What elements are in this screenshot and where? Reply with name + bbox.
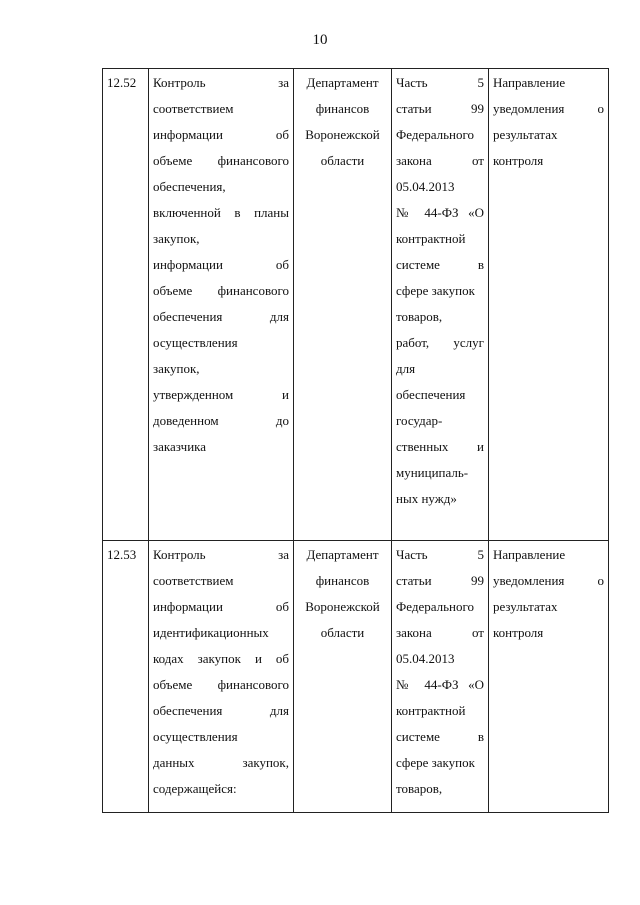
department-cell: [294, 541, 392, 813]
cell-line: обеспечения для: [153, 309, 289, 324]
cell-line: области: [320, 153, 365, 168]
legal-basis-cell: [392, 541, 489, 813]
cell-line: для: [396, 361, 416, 376]
cell-line: статьи 99: [396, 573, 484, 588]
cell-line: статьи 99: [396, 101, 484, 116]
cell-line: соответствием: [153, 573, 234, 588]
cell-line: соответствием: [153, 101, 234, 116]
cell-line: системе в: [396, 729, 484, 744]
cell-line: кодах закупок и об: [153, 651, 289, 666]
cell-line: объеме финансового: [153, 283, 289, 298]
page-number: 10: [312, 32, 328, 48]
control-result-cell: [489, 541, 609, 813]
cell-line: закона от: [396, 625, 484, 640]
cell-line: Департамент: [306, 75, 379, 90]
cell-line: сфере закупок: [396, 283, 475, 298]
control-object-cell: [149, 69, 294, 541]
cell-line: государ-: [396, 413, 443, 428]
cell-line: осуществления: [153, 335, 238, 350]
cell-line: № 44-ФЗ «О: [396, 205, 484, 220]
cell-line: результатах: [493, 127, 558, 142]
cell-line: идентификационных: [153, 625, 269, 640]
cell-line: объеме финансового: [153, 153, 289, 168]
cell-line: закона от: [396, 153, 484, 168]
item-number: 12.53: [103, 541, 149, 813]
table-row: [103, 69, 609, 541]
control-measures-table: [102, 68, 609, 813]
cell-line: Часть 5: [396, 75, 484, 90]
cell-line: уведомления о: [493, 573, 604, 588]
cell-line: информации об: [153, 127, 289, 142]
cell-line: Часть 5: [396, 547, 484, 562]
cell-line: Воронежской: [305, 127, 380, 142]
cell-line: финансов: [315, 573, 370, 588]
department-cell: [294, 69, 392, 541]
cell-line: 05.04.2013: [396, 651, 455, 666]
item-number: 12.52: [103, 69, 149, 541]
cell-line: утвержденном и: [153, 387, 289, 402]
cell-line: заказчика: [153, 439, 207, 454]
cell-line: Федерального: [396, 599, 475, 614]
cell-line: финансов: [315, 101, 370, 116]
cell-line: осуществления: [153, 729, 238, 744]
cell-line: контрактной: [396, 703, 466, 718]
cell-line: уведомления о: [493, 101, 604, 116]
cell-line: товаров,: [396, 781, 443, 796]
cell-line: объеме финансового: [153, 677, 289, 692]
cell-line: Контроль за: [153, 547, 289, 562]
cell-line: Воронежской: [305, 599, 380, 614]
cell-line: Федерального: [396, 127, 475, 142]
cell-line: Направление: [493, 547, 566, 562]
cell-line: закупок,: [153, 231, 200, 246]
legal-basis-cell: [392, 69, 489, 541]
cell-line: обеспечения для: [153, 703, 289, 718]
cell-line: сфере закупок: [396, 755, 475, 770]
cell-line: доведенном до: [153, 413, 289, 428]
cell-line: информации об: [153, 257, 289, 272]
cell-line: информации об: [153, 599, 289, 614]
cell-line: системе в: [396, 257, 484, 272]
cell-line: обеспечения,: [153, 179, 226, 194]
cell-line: № 44-ФЗ «О: [396, 677, 484, 692]
cell-line: товаров,: [396, 309, 443, 324]
cell-line: Направление: [493, 75, 566, 90]
control-object-cell: [149, 541, 294, 813]
cell-line: области: [320, 625, 365, 640]
cell-line: контроля: [493, 153, 544, 168]
cell-line: 05.04.2013: [396, 179, 455, 194]
cell-line: работ, услуг: [396, 335, 484, 350]
cell-line: закупок,: [153, 361, 200, 376]
cell-line: включенной в планы: [153, 205, 289, 220]
control-result-cell: [489, 69, 609, 541]
cell-line: контрактной: [396, 231, 466, 246]
cell-line: муниципаль-: [396, 465, 469, 480]
cell-line: Контроль за: [153, 75, 289, 90]
cell-line: содержащейся:: [153, 781, 237, 796]
cell-line: Департамент: [306, 547, 379, 562]
cell-line: контроля: [493, 625, 544, 640]
cell-line: данных закупок,: [153, 755, 289, 770]
cell-line: результатах: [493, 599, 558, 614]
cell-line: ственных и: [396, 439, 484, 454]
table-row: [103, 541, 609, 813]
cell-line: ных нужд»: [396, 491, 457, 506]
cell-line: обеспечения: [396, 387, 466, 402]
